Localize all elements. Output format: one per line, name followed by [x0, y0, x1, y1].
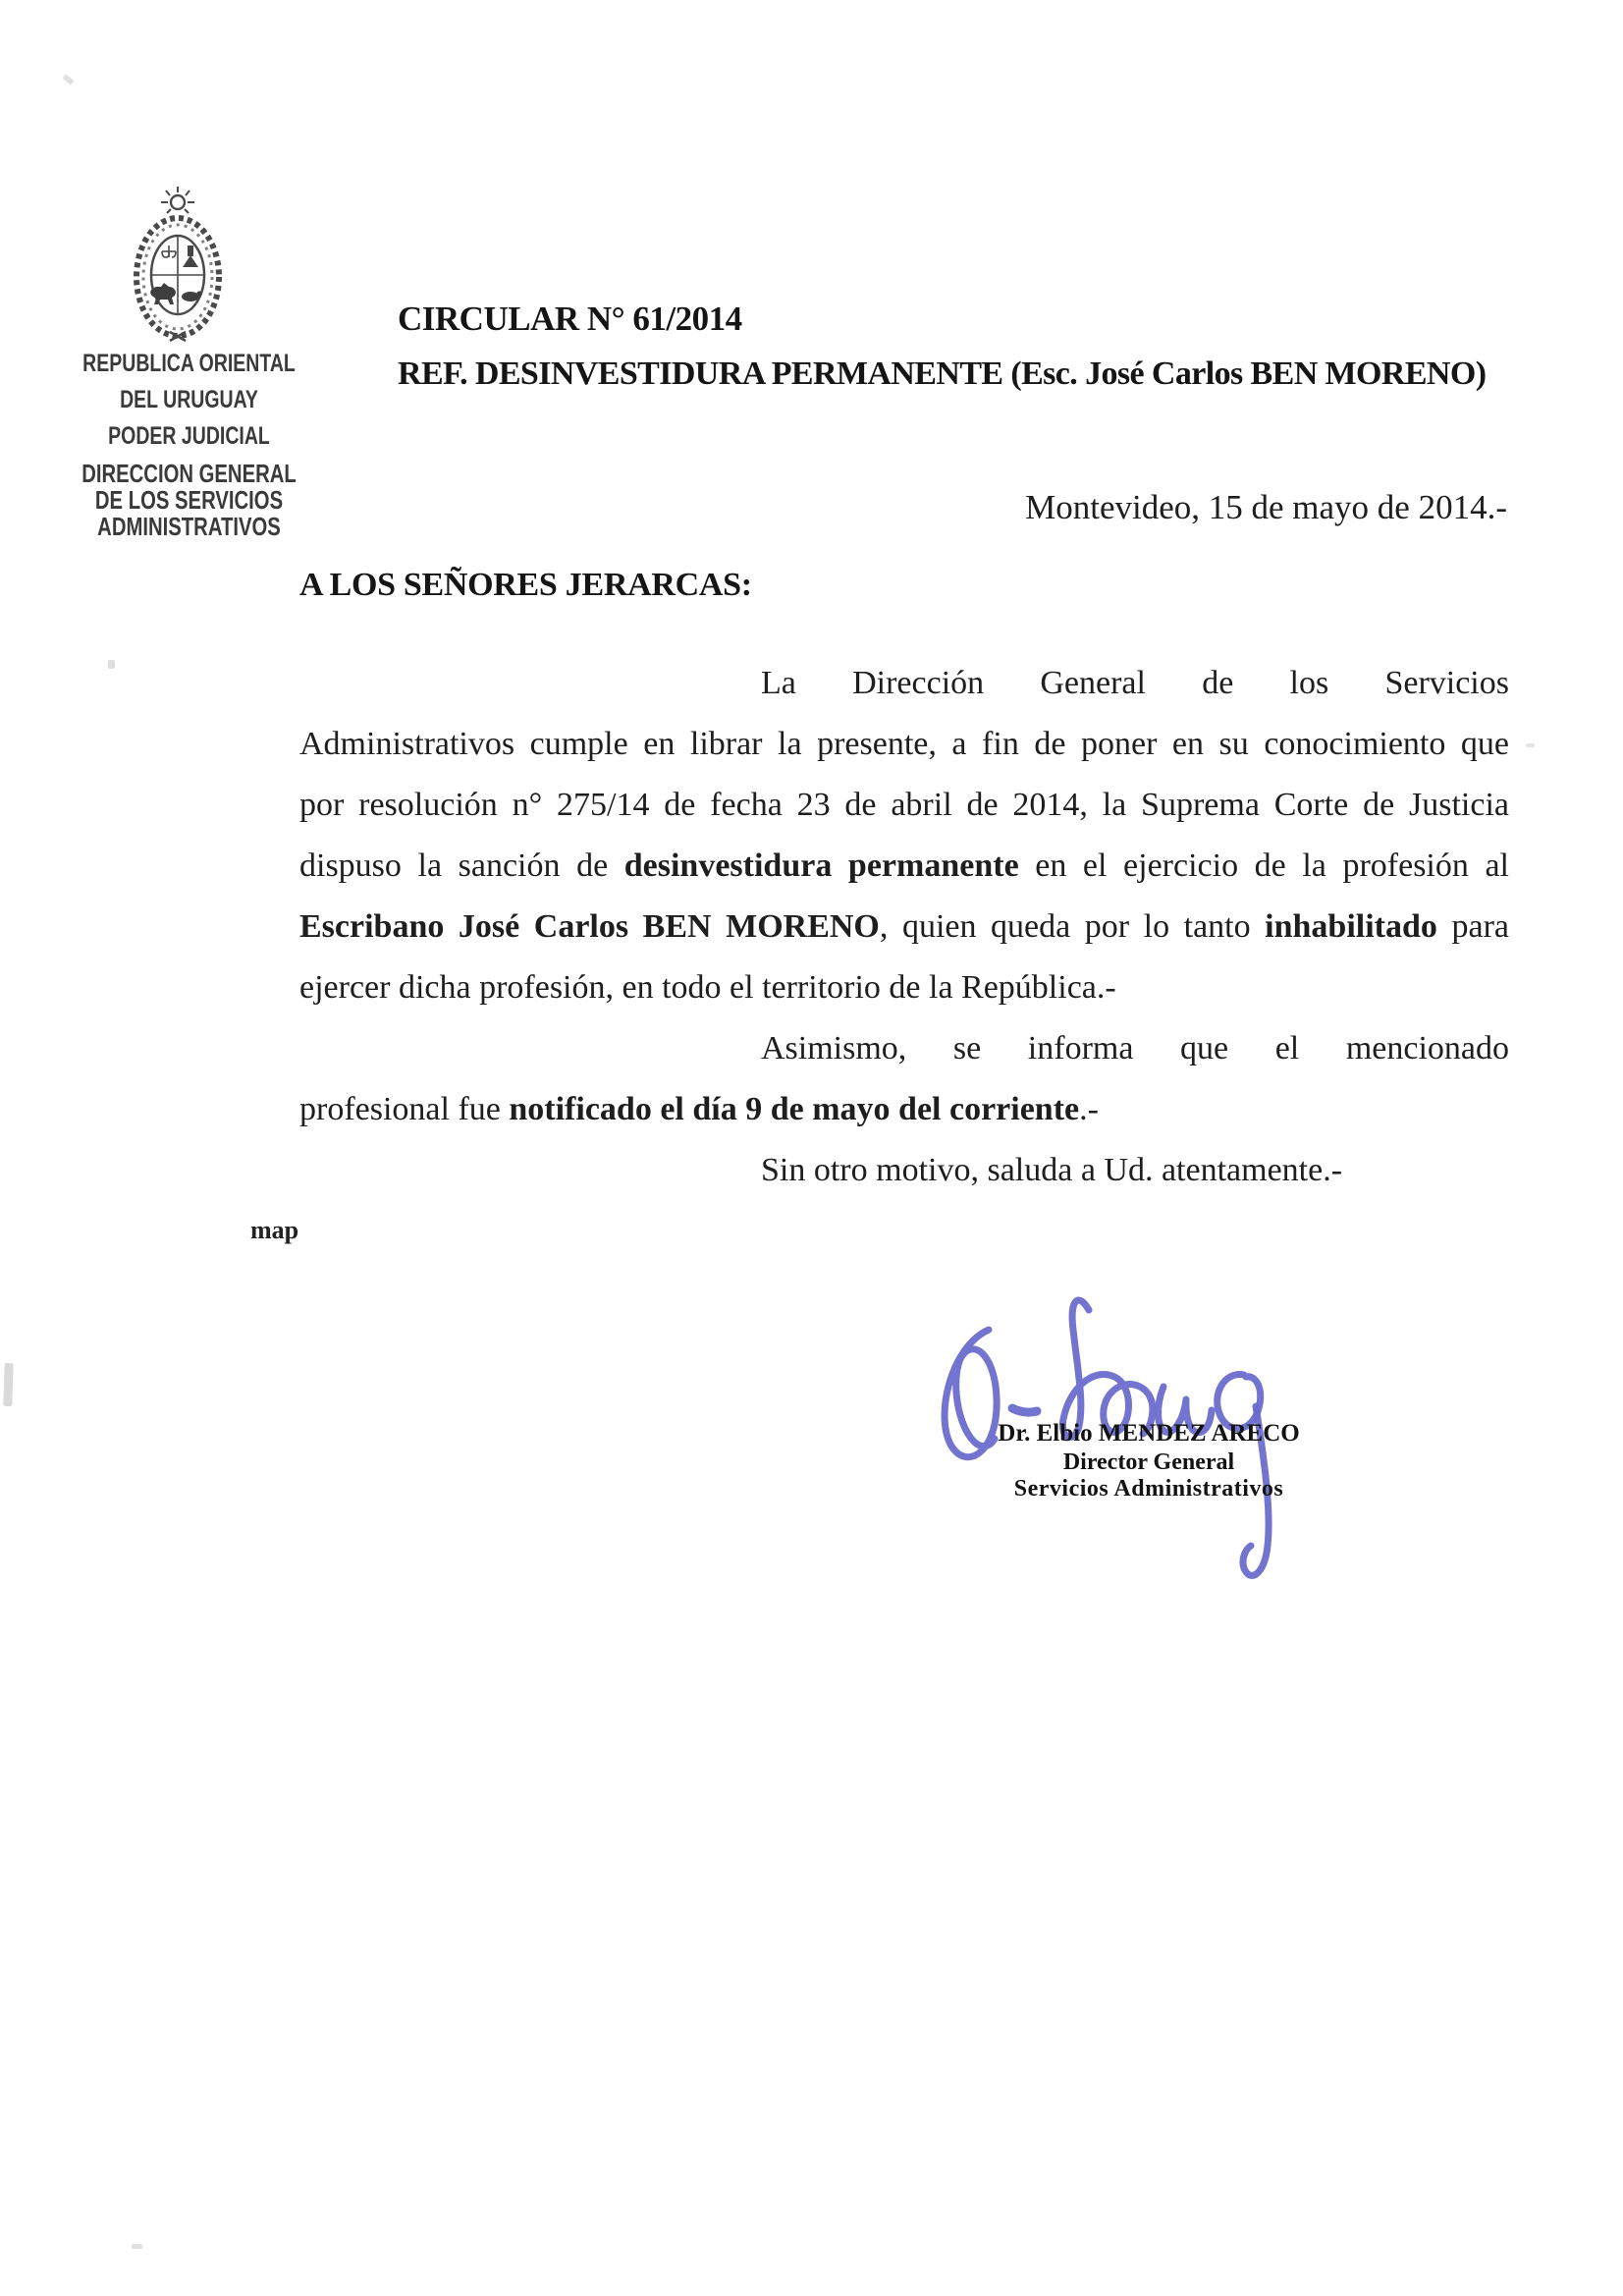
body-line: La Dirección General de los Servicios	[761, 665, 1509, 701]
body-line: por resolución n° 275/14 de fecha 23 de abril de 2014, la Suprema Corte de Justicia	[299, 787, 1509, 823]
scan-artifact	[108, 660, 115, 669]
circular-number: CIRCULAR N° 61/2014	[398, 300, 742, 338]
signature-block	[923, 1418, 1375, 1503]
scan-artifact	[1526, 743, 1535, 747]
signer-office: Servicios Administrativos	[1013, 1476, 1284, 1502]
letterhead-line: DE LOS SERVICIOS	[94, 485, 284, 515]
salutation: A LOS SEÑORES JERARCAS:	[299, 567, 752, 603]
body-line: Escribano José Carlos BEN MORENO, quien queda por lo tanto inhabilitado para	[299, 908, 1509, 945]
letterhead-dept-name	[69, 461, 310, 540]
letterhead-line: REPUBLICA ORIENTAL	[82, 350, 296, 377]
signature-stroke	[1062, 1300, 1152, 1437]
body-line: dispuso la sanción de desinvestidura permanente en el ejercicio de la profesión al	[299, 847, 1510, 884]
letter-body	[299, 653, 1509, 1201]
body-line: Administrativos cumple en librar la presente, a fin de poner en su conocimiento que	[299, 726, 1509, 762]
signature-stroke	[1012, 1408, 1037, 1412]
letterhead-line: ADMINISTRATIVOS	[97, 512, 281, 541]
letterhead-org-name	[69, 346, 310, 455]
letterhead-line: PODER JUDICIAL	[108, 422, 270, 450]
scan-artifact	[3, 1363, 14, 1406]
letterhead-line: DEL URUGUAY	[120, 386, 258, 413]
body-line: Sin otro motivo, saluda a Ud. atentamente.-	[761, 1152, 1343, 1188]
signer-title: Director General	[1062, 1449, 1235, 1475]
body-line: profesional fue notificado el día 9 de mayo del corriente.-	[299, 1091, 1099, 1127]
scan-artifact	[62, 74, 74, 85]
sun-icon	[161, 187, 194, 213]
scan-artifact	[132, 2244, 142, 2249]
signer-name: Dr. Elbio MENDEZ ARECO	[998, 1420, 1300, 1447]
quartered-shield-icon	[150, 236, 204, 314]
reference-line: REF. DESINVESTIDURA PERMANENTE (Esc. José Carlos BEN MORENO)	[398, 355, 1487, 392]
dateline: Montevideo, 15 de mayo de 2014.-	[1025, 488, 1507, 526]
letterhead-line: DIRECCION GENERAL	[81, 459, 297, 488]
body-line: Asimismo, se informa que el mencionado	[761, 1030, 1509, 1066]
typist-initials: map	[250, 1216, 299, 1244]
uruguay-coat-of-arms-icon	[124, 183, 232, 346]
body-line: ejercer dicha profesión, en todo el territorio de la República.-	[299, 969, 1116, 1006]
